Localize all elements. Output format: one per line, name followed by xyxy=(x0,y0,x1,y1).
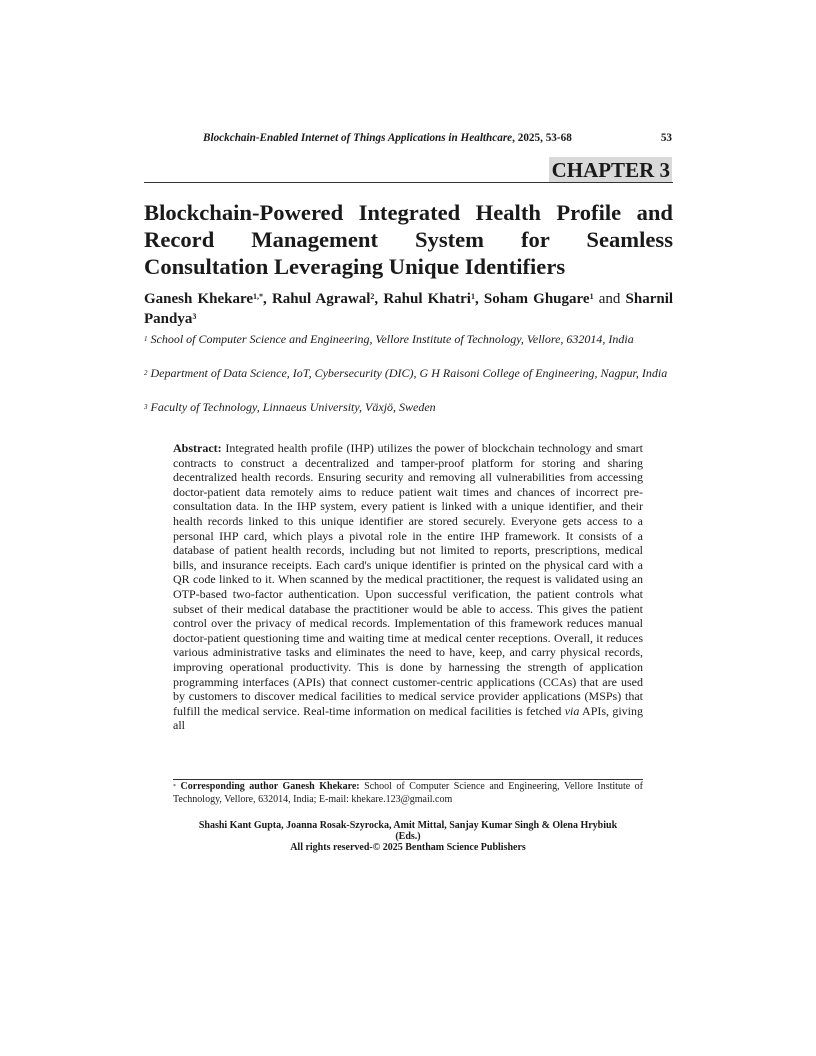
editor-names: Shashi Kant Gupta, Joanna Rosak-Szyrocka, Amit Mittal, Sanjay Kumar Singh & Olena Hrybiuk xyxy=(198,820,618,831)
year-pages: , 2025, 53-68 xyxy=(512,132,572,144)
affiliation-text: Faculty of Technology, Linnaeus University, Växjö, Sweden xyxy=(150,400,436,414)
affiliation-sup: 1 xyxy=(144,335,148,343)
abstract-text-end: APIs, giving all xyxy=(173,703,643,733)
author-sup: 2 xyxy=(370,292,375,301)
book-title: Blockchain-Enabled Internet of Things Applications in Healthcare xyxy=(203,132,513,144)
footnote-marker: * xyxy=(173,784,176,790)
author-name: Rahul Agrawal xyxy=(271,291,371,307)
affiliation-sup: 2 xyxy=(144,369,148,377)
running-head xyxy=(203,132,672,144)
abstract-text: Integrated health profile (IHP) utilizes the power of blockchain technology and smart contracts to construct a decentralized and tamper-proof platform for storing and sharing decentralized health records. Ensuring security and removing all vulnerabilities from accessing doctor-patient data remotely aims to reduce patient wait times and chances of incorrect pre-consultation data. In the IHP system, every patient is linked with a unique identifier, and their health records linked to this unique identifier are stored securely. Everyone gets access to a personal IHP card, which plays a pivotal role in the entire IHP framework. It consists of a database of patient health records, including but not limited to reports, prescriptions, medical bills, and insurance receipts. Each card's unique identifier is printed on the physical card with a QR code linked to it. When scanned by the medical practitioner, the request is validated using an OTP-based two-factor authentication. Upon successful verification, the patient controls what subset of their medical database the practitioner would be able to access. This gives the patient control over the privacy of medical records. Implementation of this framework reduces manual doctor-patient questioning time and waiting time at medical center receptions. Overall, it reduces various administrative tasks and eliminates the need to have, keep, and carry physical records, improving operational productivity. This is done by harnessing the strength of application programming interfaces (APIs) that connect customer-centric applications (CCAs) that are used by customers to discover medical facilities to medical service provider applications (MSPs) that fulfill the medical service. Real-time information on medical facilities is fetched xyxy=(173,441,643,718)
affiliation-sup: 3 xyxy=(144,403,148,411)
abstract-via: via xyxy=(564,703,580,718)
affiliation xyxy=(144,399,673,415)
author-sup: 1,* xyxy=(253,292,264,301)
chapter-rule xyxy=(144,182,673,183)
page-number: 53 xyxy=(660,132,672,144)
footnote-label: Corresponding author Ganesh Khekare: xyxy=(180,781,360,792)
affiliation xyxy=(144,365,673,381)
abstract xyxy=(173,441,643,733)
affiliation xyxy=(144,331,673,347)
chapter-label: CHAPTER 3 xyxy=(549,157,672,183)
author-sup: 3 xyxy=(192,312,197,321)
author-list: Ganesh Khekare$^{1,*}$, Rahul Agrawal$^2$, Rahul Khatri$^1$, Soham Ghugare$^1$ and Sharnil Pandya$^3$ xyxy=(144,291,674,327)
author-name: Sharnil Pandya xyxy=(144,291,674,327)
editors-block xyxy=(173,820,643,853)
author-name: Ganesh Khekare xyxy=(144,291,254,307)
copyright-line: All rights reserved-© 2025 Bentham Science Publishers xyxy=(290,842,526,853)
abstract-label: Abstract: xyxy=(173,441,222,455)
affiliation-text: Department of Data Science, IoT, Cybersecurity (DIC), G H Raisoni College of Engineering, Nagpur, India xyxy=(150,366,668,380)
chapter-title: Blockchain-Powered Integrated Health Profile and Record Management System for Seamless Consultation Leveraging Unique Identifiers xyxy=(144,200,673,279)
author-and: and xyxy=(598,291,621,307)
footnote-text: School of Computer Science and Engineering, Vellore Institute of Technology, Vellore, 632014, India; E-mail: khekare.123@gmail.com xyxy=(173,781,643,805)
footnote xyxy=(173,781,643,806)
editors-eds: (Eds.) xyxy=(395,831,421,842)
author-name: Rahul Khatri xyxy=(383,291,471,307)
affiliation-text: School of Computer Science and Engineering, Vellore Institute of Technology, Vellore, 632014, India xyxy=(150,332,634,346)
author-sup: 1 xyxy=(589,292,594,301)
author-sup: 1 xyxy=(470,292,475,301)
footnote-rule xyxy=(173,779,643,780)
author-name: Soham Ghugare xyxy=(483,291,590,307)
